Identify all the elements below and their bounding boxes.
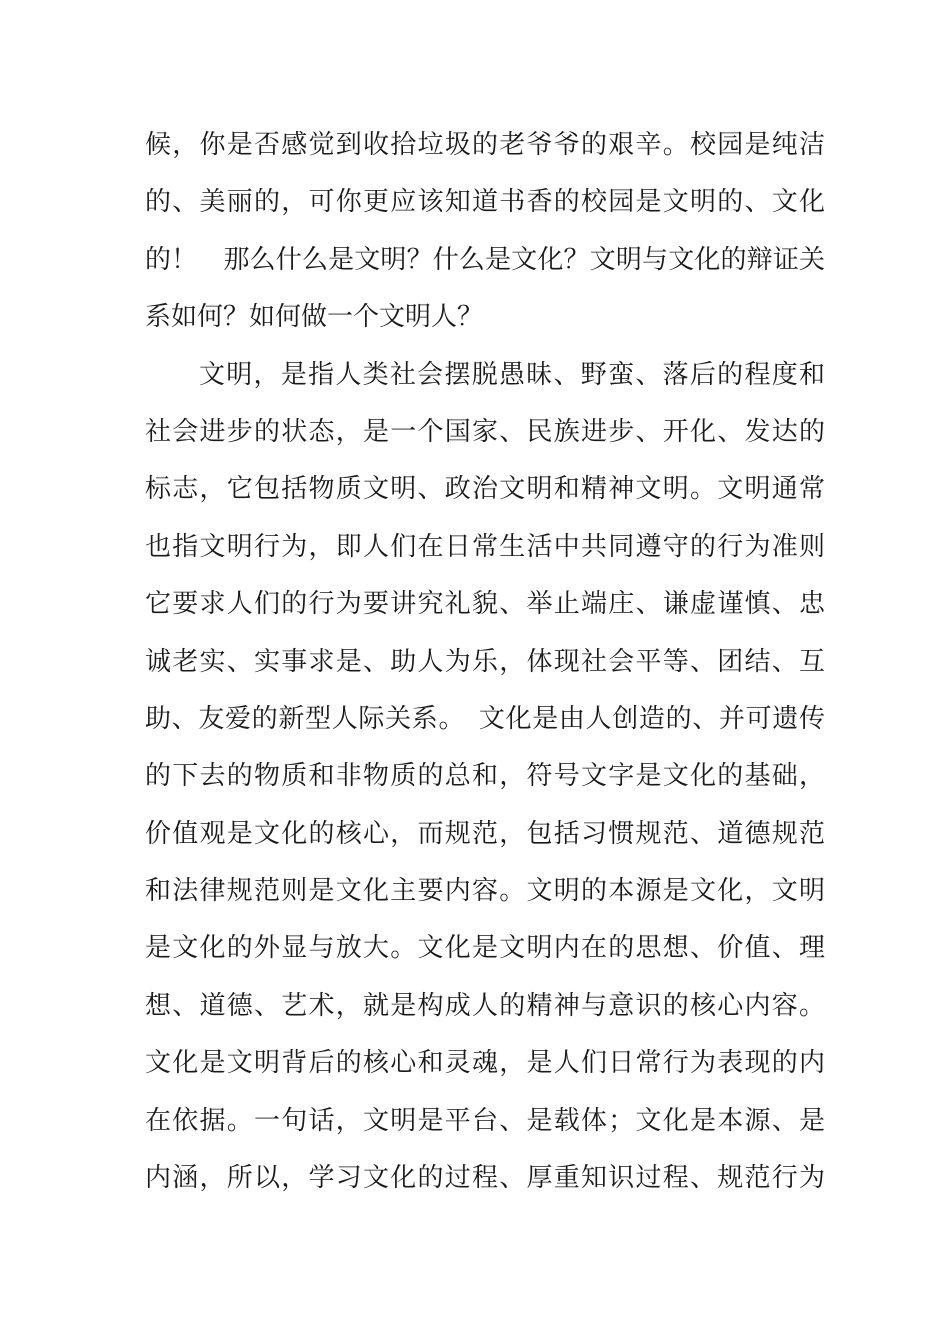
text-line: 的！ 那么什么是文明？什么是文化？文明与文化的辩证关 [145, 244, 825, 275]
text-line: 的、美丽的，可你更应该知道书香的校园是文明的、文化 [145, 187, 825, 218]
text-line: 在依据。一句话，文明是平台、是载体；文化是本源、是 [145, 1105, 825, 1136]
text-line: 标志，它包括物质文明、政治文明和精神文明。文明通常 [145, 474, 825, 505]
text-line: 和法律规范则是文化主要内容。文明的本源是文化，文明 [145, 876, 825, 907]
text-line: 想、道德、艺术，就是构成人的精神与意识的核心内容。 [145, 990, 825, 1021]
text-line: 文化是文明背后的核心和灵魂，是人们日常行为表现的内 [145, 1048, 825, 1079]
text-line: 社会进步的状态，是一个国家、民族进步、开化、发达的 [145, 416, 825, 447]
body-text [145, 117, 825, 1207]
text-line: 候，你是否感觉到收拾垃圾的老爷爷的艰辛。校园是纯洁 [145, 130, 825, 160]
text-line: 也指文明行为，即人们在日常生活中共同遵守的行为准则 [145, 531, 825, 562]
text-line: 它要求人们的行为要讲究礼貌、举止端庄、谦虚谨慎、忠 [145, 589, 825, 620]
text-line: 价值观是文化的核心，而规范，包括习惯规范、道德规范 [145, 818, 825, 849]
text-line: 系如何？如何做一个文明人？ [145, 302, 484, 333]
text-line: 助、友爱的新型人际关系。 文化是由人创造的、并可遗传 [145, 703, 825, 734]
text-line: 内涵，所以，学习文化的过程、厚重知识过程、规范行为 [145, 1163, 825, 1194]
text-line: 诚老实、实事求是、助人为乐，体现社会平等、团结、互 [145, 646, 825, 677]
text-line: 是文化的外显与放大。文化是文明内在的思想、价值、理 [145, 933, 825, 964]
paragraph-first-line: 文明，是指人类社会摆脱愚昧、野蛮、落后的程度和 [199, 359, 825, 390]
text-line: 的下去的物质和非物质的总和，符号文字是文化的基础， [145, 761, 825, 792]
